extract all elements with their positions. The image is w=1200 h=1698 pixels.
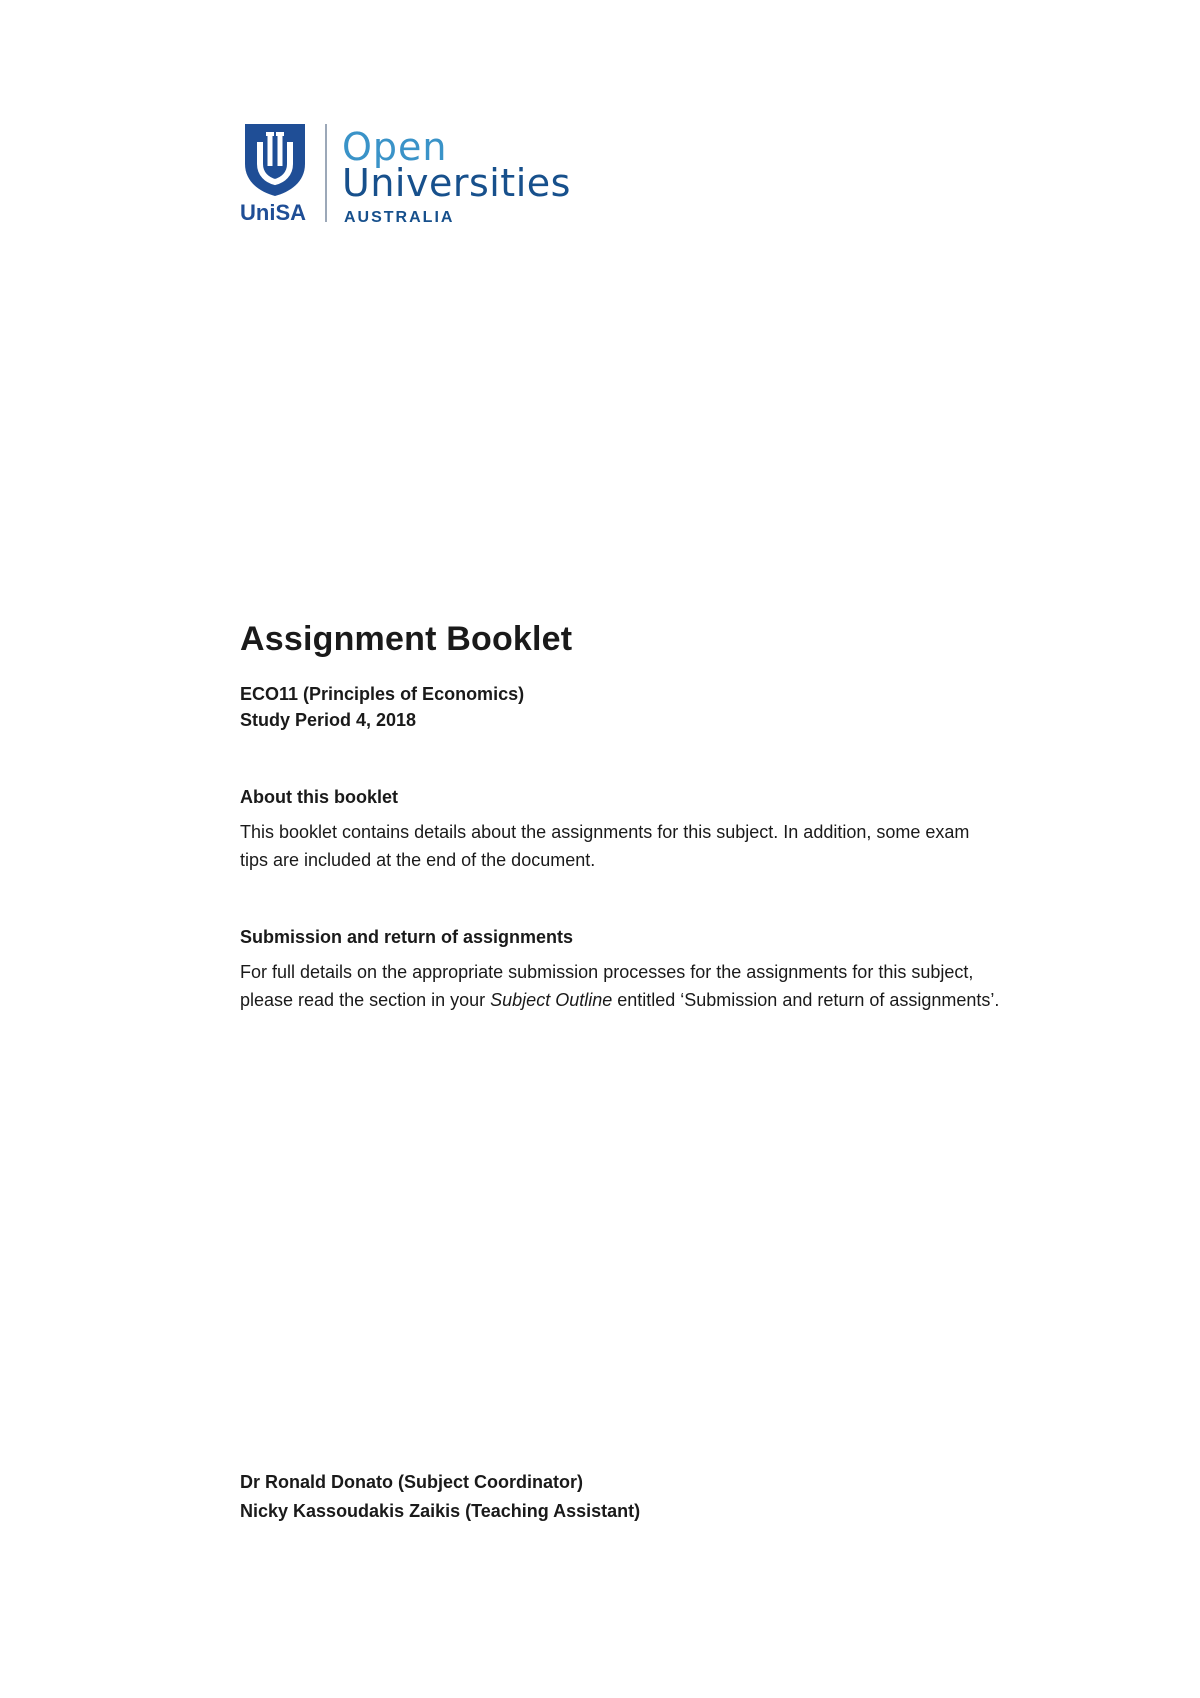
unisa-oua-logo	[240, 122, 620, 232]
oua-universities-text: Universities	[342, 161, 571, 205]
course-code: ECO11 (Principles of Economics)	[240, 684, 525, 704]
oua-mark	[342, 125, 571, 226]
oua-australia-text: AUSTRALIA	[344, 209, 455, 226]
oua-open-text: Open	[342, 125, 448, 169]
submission-body-part2: entitled ‘Submission and return of assignments’.	[612, 990, 1000, 1010]
staff-coordinator: Dr Ronald Donato (Subject Coordinator)	[240, 1472, 583, 1492]
study-period: Study Period 4, 2018	[240, 710, 417, 730]
submission-body-part1: For full details on the appropriate submission processes for the assignments for this subject, please read the section in your	[240, 962, 974, 1010]
staff-list	[240, 1468, 640, 1526]
subject-outline-reference: Subject Outline	[490, 990, 613, 1010]
about-heading: About this booklet	[240, 787, 398, 807]
unisa-shield-icon	[245, 124, 305, 196]
staff-assistant: Nicky Kassoudakis Zaikis (Teaching Assistant)	[240, 1501, 641, 1521]
unisa-wordmark: UniSA	[240, 200, 306, 225]
course-info	[240, 681, 524, 733]
about-body: This booklet contains details about the assignments for this subject. In addition, some exam tips are included at the end of the document.	[240, 822, 970, 870]
submission-body	[240, 958, 1000, 1014]
submission-section	[240, 924, 1000, 1014]
submission-heading: Submission and return of assignments	[240, 927, 574, 947]
document-title: Assignment Booklet	[240, 620, 573, 658]
about-section	[240, 784, 1000, 874]
